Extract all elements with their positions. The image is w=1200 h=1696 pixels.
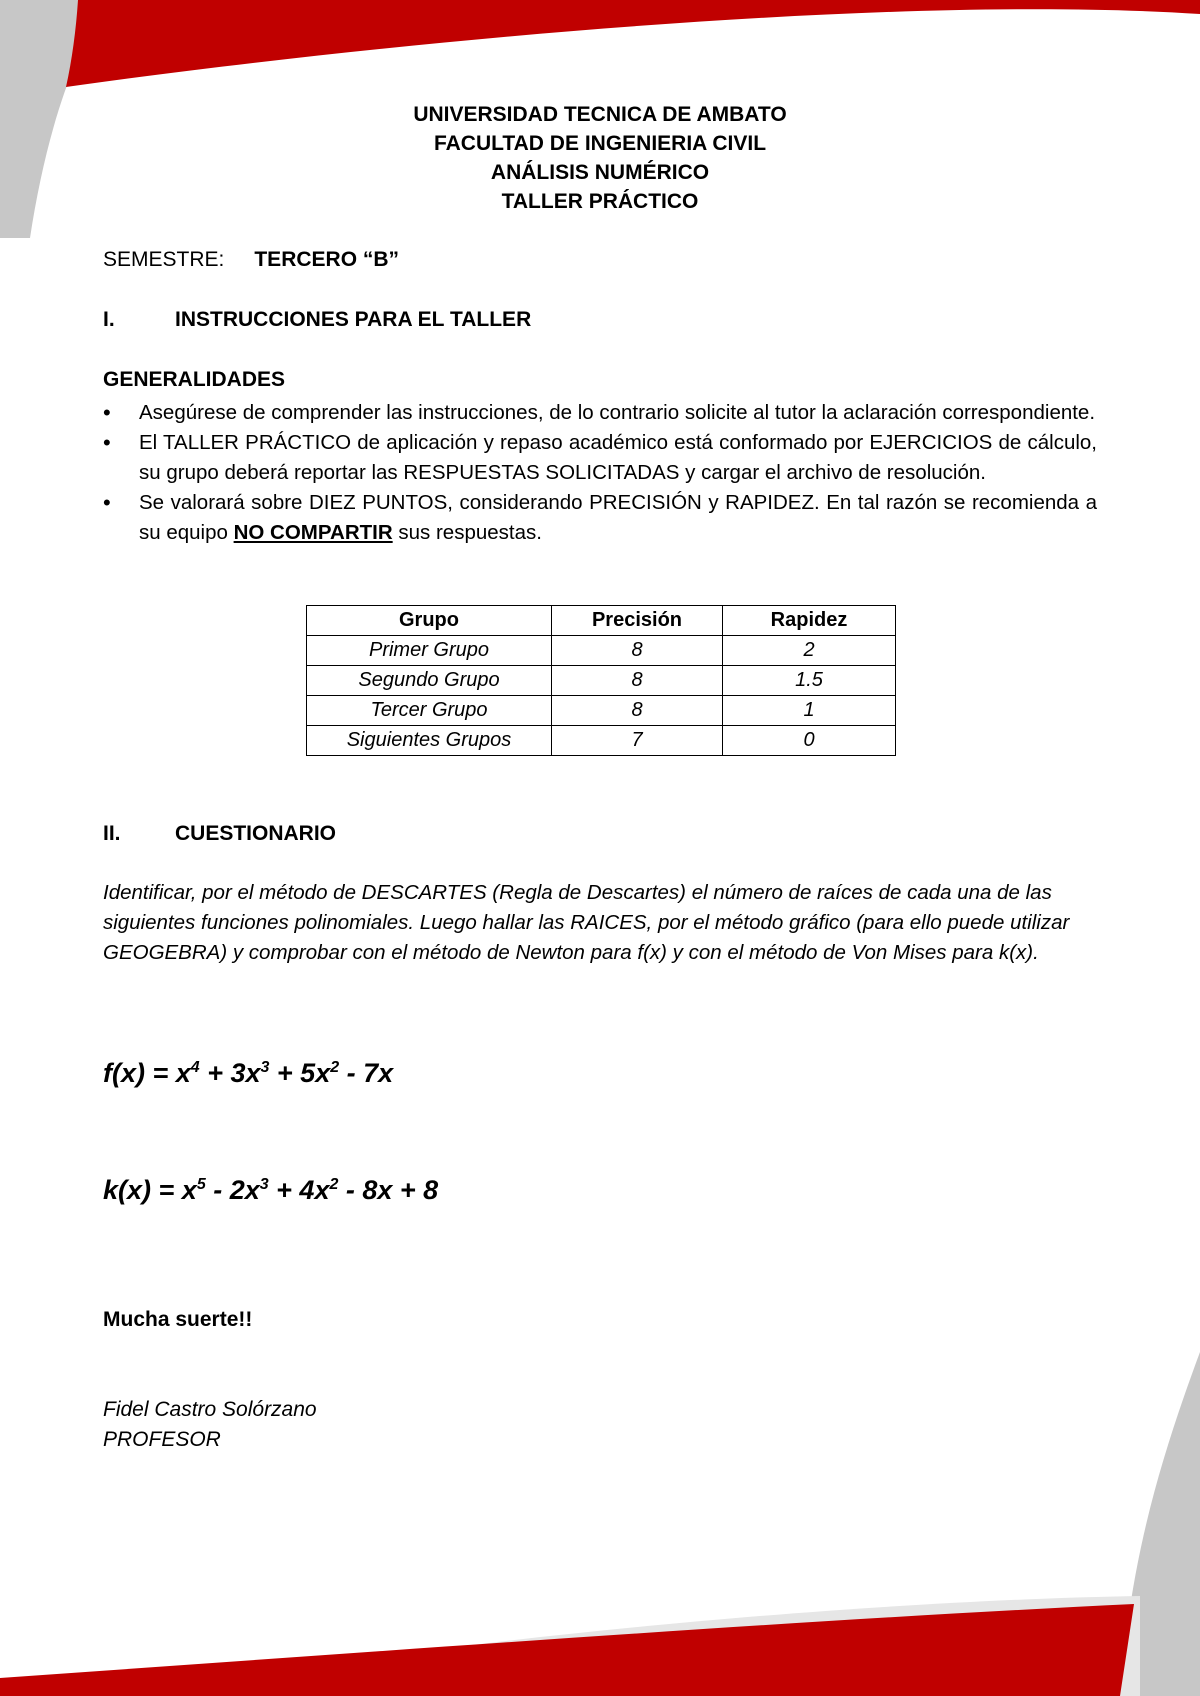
table-cell: 8	[552, 696, 723, 726]
formula-part: + 4x	[268, 1175, 330, 1205]
section-title: CUESTIONARIO	[175, 822, 337, 845]
section-cuestionario-heading	[103, 822, 336, 846]
formula-f	[103, 1058, 393, 1089]
formula-exponent: 3	[259, 1176, 269, 1193]
column-header-precision: Precisión	[552, 606, 723, 636]
section-instructions-heading	[103, 308, 531, 332]
generalidades-heading: GENERALIDADES	[103, 368, 286, 391]
table-row	[307, 696, 896, 726]
table-cell: 1	[723, 696, 896, 726]
cuestionario-instructions: Identificar, por el método de DESCARTES (Regla de Descartes) el número de raíces de cada una de las siguientes funciones polinomiales. Luego hallar las RAICES, por el método gráfico (para ello puede utilizar GEOGEBRA) y comprobar con el método de Newton para f(x) y con el método de Von Mises para k(x).	[103, 881, 1070, 964]
section-number: II.	[103, 822, 121, 845]
table-cell: Segundo Grupo	[307, 666, 552, 696]
table-row	[307, 636, 896, 666]
course-name: ANÁLISIS NUMÉRICO	[490, 161, 710, 184]
column-header-grupo: Grupo	[307, 606, 552, 636]
bullet-text: Se valorará sobre DIEZ PUNTOS, considerando PRECISIÓN y RAPIDEZ. En tal razón se recomienda a su equipo	[139, 491, 1097, 544]
professor-name: Fidel Castro Solórzano	[103, 1398, 317, 1421]
formula-part: - 7x	[339, 1058, 394, 1088]
formula-exponent: 5	[196, 1176, 206, 1193]
table-cell: 8	[552, 666, 723, 696]
table-cell: 7	[552, 726, 723, 756]
table-row	[307, 666, 896, 696]
document-title: TALLER PRÁCTICO	[501, 190, 699, 213]
bullet-text-end: sus respuestas.	[392, 521, 542, 544]
formula-part: + 5x	[269, 1058, 331, 1088]
list-item: • Asegúrese de comprender las instrucciones, de lo contrario solicite al tutor la aclaración correspondiente.	[103, 398, 1097, 428]
list-item	[103, 488, 1097, 548]
formula-k	[103, 1175, 438, 1206]
formula-part: f(x) = x	[103, 1058, 191, 1088]
semester-label: SEMESTRE:	[103, 248, 225, 271]
table-cell: 1.5	[723, 666, 896, 696]
faculty-name: FACULTAD DE INGENIERIA CIVIL	[433, 132, 767, 155]
table-cell: Primer Grupo	[307, 636, 552, 666]
semester-value: TERCERO “B”	[254, 248, 400, 271]
table-cell: Tercer Grupo	[307, 696, 552, 726]
formula-exponent: 3	[260, 1059, 270, 1076]
document-header	[0, 100, 1200, 216]
table-header-row	[307, 606, 896, 636]
signature-block	[103, 1395, 317, 1455]
formula-part: k(x) = x	[103, 1175, 197, 1205]
formula-exponent: 2	[330, 1059, 340, 1076]
formula-exponent: 4	[190, 1059, 200, 1076]
closing-message: Mucha suerte!!	[103, 1308, 253, 1331]
scoring-table	[306, 605, 896, 756]
university-name: UNIVERSIDAD TECNICA DE AMBATO	[413, 103, 787, 126]
formula-part: - 8x + 8	[338, 1175, 439, 1205]
professor-role: PROFESOR	[103, 1428, 221, 1451]
section-title: INSTRUCCIONES PARA EL TALLER	[175, 308, 532, 331]
table-cell: 8	[552, 636, 723, 666]
section-number: I.	[103, 308, 115, 331]
table-row	[307, 726, 896, 756]
formula-part: - 2x	[205, 1175, 260, 1205]
instructions-list	[103, 398, 1097, 548]
table-cell: Siguientes Grupos	[307, 726, 552, 756]
formula-exponent: 2	[329, 1176, 339, 1193]
table-cell: 0	[723, 726, 896, 756]
table-cell: 2	[723, 636, 896, 666]
list-item: • El TALLER PRÁCTICO de aplicación y repaso académico está conformado por EJERCICIOS de cálculo, su grupo deberá reportar las RESPUESTAS SOLICITADAS y cargar el archivo de resolución.	[103, 428, 1097, 488]
column-header-rapidez: Rapidez	[723, 606, 896, 636]
semester-line	[103, 248, 399, 272]
formula-part: + 3x	[199, 1058, 261, 1088]
no-compartir-emphasis: NO COMPARTIR	[233, 521, 393, 544]
